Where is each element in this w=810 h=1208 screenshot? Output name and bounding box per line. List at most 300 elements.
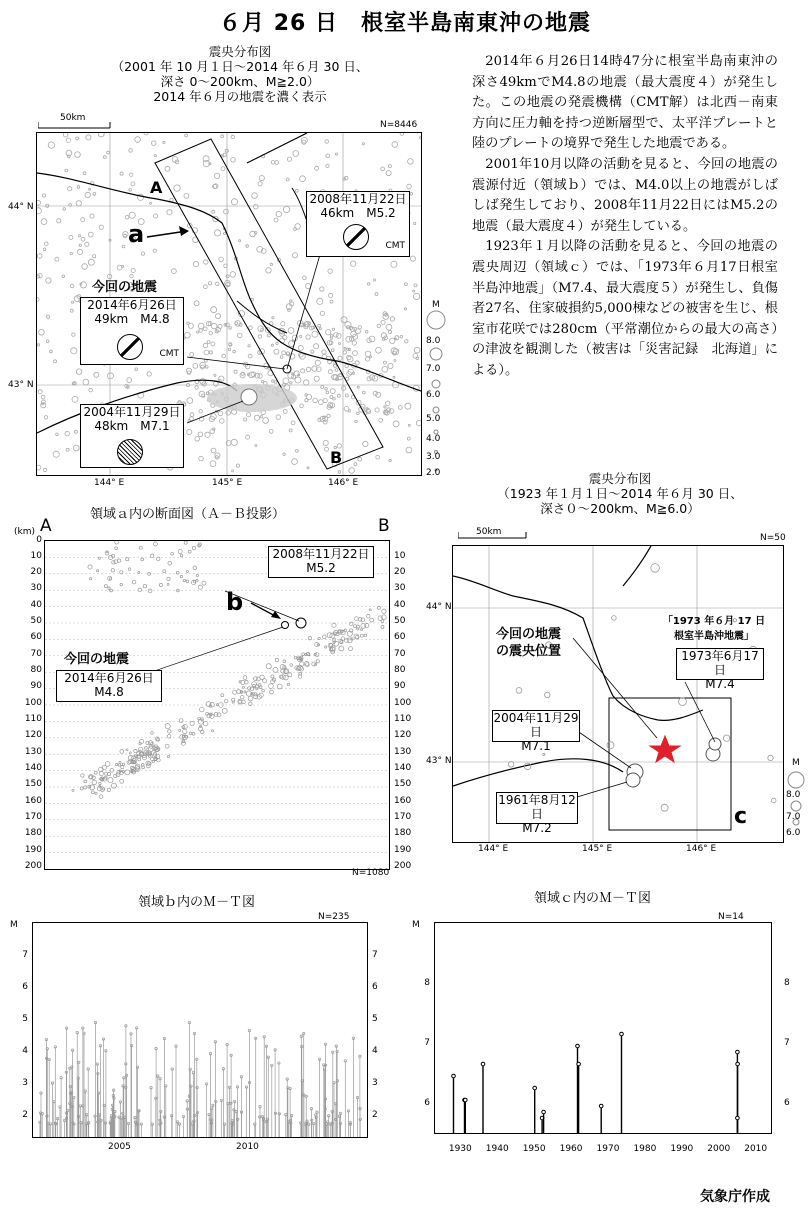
epicenter-dot xyxy=(233,690,237,694)
epicenter-dot xyxy=(105,762,110,767)
mt-c-xtick: 2000 xyxy=(707,1144,731,1154)
map1-caption-line: 震央分布図 xyxy=(208,44,272,59)
mt-b-ytick: 5 xyxy=(22,1014,28,1024)
epicenter-dot xyxy=(190,721,194,725)
epicenter-dot xyxy=(128,568,131,571)
depth-tick: 30 xyxy=(30,583,42,593)
depth-tick: 110 xyxy=(394,714,412,724)
epicenter-dot xyxy=(126,558,129,561)
legend-value: 2.0 xyxy=(426,468,441,478)
epicenter-dot xyxy=(381,626,384,629)
epicenter-dot xyxy=(318,637,320,639)
epicenter-dot xyxy=(120,571,123,574)
map2-scale-label: 50km xyxy=(476,527,502,537)
mt-c-ylabel: M xyxy=(412,920,420,930)
section-svg xyxy=(45,541,389,869)
epicenter-dot xyxy=(151,732,154,735)
epicenter-dot xyxy=(90,578,92,580)
box-line: 2008年11月22日 xyxy=(309,192,407,206)
epicenter-dot xyxy=(273,667,278,672)
epicenter-dot xyxy=(94,771,97,774)
mt-b-title: 領域ｂ内のＭ－Ｔ図 xyxy=(138,895,256,910)
depth-tick: 200 xyxy=(24,861,42,871)
current-epicenter-star-icon xyxy=(650,736,680,762)
epicenter-dot xyxy=(196,574,198,576)
description-paragraph: 1923年１月以降の活動を見ると、今回の地震の震央周辺（領域ｃ）では、「1973年６月17日根室半島沖地震」（M7.4、最大震度５）が発生し、負傷者27名、住家破損約5,000棟などの被害を生じ、根室市花咲では280cm（平常潮位からの最大の高さ）の津波を観測した（被害は「災害記録 北海道」による）。 xyxy=(472,239,778,378)
epicenter-dot xyxy=(108,587,110,589)
mt-b-ytick: 4 xyxy=(372,1046,378,1056)
epicenter-dot xyxy=(183,579,185,581)
box-line: 48km M7.1 xyxy=(94,419,170,433)
mt-c-point xyxy=(533,1086,537,1090)
epicenter-dot xyxy=(171,552,174,555)
depth-tick: 90 xyxy=(394,681,406,691)
depth-tick: 0 xyxy=(36,535,42,545)
map2-caption-line: 震央分布図 xyxy=(588,471,652,486)
mt-b-xtick: 2005 xyxy=(108,1142,131,1152)
mt-b-ylabel: M xyxy=(10,920,18,930)
mt-c-xtick: 1930 xyxy=(448,1144,472,1154)
depth-tick: 170 xyxy=(394,812,412,822)
epicenter-dot xyxy=(92,791,95,794)
epicenter-dot xyxy=(186,570,188,572)
map1-lon-144: 144° E xyxy=(94,478,125,488)
cmt-label: CMT xyxy=(385,241,405,251)
epicenter-dot xyxy=(316,660,319,663)
depth-tick: 60 xyxy=(30,632,42,642)
map2-caption xyxy=(440,471,800,516)
epicenter-dot xyxy=(148,589,152,593)
epicenter-dot xyxy=(369,609,371,611)
epicenter-dot xyxy=(283,660,286,663)
epicenter-dot xyxy=(181,741,185,745)
mt-c-point xyxy=(576,1044,580,1048)
epicenter-dot xyxy=(80,787,83,790)
legend-value: 5.0 xyxy=(426,414,441,424)
mt-b-svg xyxy=(33,923,367,1137)
map2-lon-146: 146° E xyxy=(686,844,717,854)
legend-value: 8.0 xyxy=(786,790,801,800)
depth-tick: 120 xyxy=(24,730,42,740)
epicenter-dot xyxy=(189,732,192,735)
epicenter-dot xyxy=(304,661,309,666)
box-line: 49km M4.8 xyxy=(94,312,170,326)
box-line: 2004年11月29日 xyxy=(493,711,579,739)
epicenter-dot xyxy=(202,581,206,585)
epicenter-dot xyxy=(196,579,198,581)
depth-tick: 40 xyxy=(30,600,42,610)
epicenter-dot xyxy=(110,589,113,592)
box-line: M7.1 xyxy=(521,739,551,753)
mt-b-stems xyxy=(39,1021,362,1137)
epicenter-dot xyxy=(302,653,305,656)
mt-c-ytick: 7 xyxy=(784,1038,790,1048)
epicenter-dot xyxy=(167,577,170,580)
epicenter-dot xyxy=(345,638,349,642)
epicenter-dot xyxy=(114,560,118,564)
map1-lon-145: 145° E xyxy=(212,478,243,488)
epicenter-dot xyxy=(332,623,336,627)
epicenter-dot xyxy=(178,550,182,554)
legend-value: 6.0 xyxy=(426,390,441,400)
box-line: 2008年11月22日 xyxy=(272,547,370,561)
epicenter-dot xyxy=(269,684,274,689)
mt-c-ytick: 6 xyxy=(424,1098,430,1108)
epicenter-dot xyxy=(116,763,118,765)
epicenter-dot xyxy=(607,742,614,749)
epicenter-dot xyxy=(290,664,293,667)
credit: 気象庁作成 xyxy=(700,1189,770,1205)
epicenter-dot xyxy=(360,634,363,637)
epicenter-dot xyxy=(222,708,227,713)
depth-tick: 90 xyxy=(30,681,42,691)
epicenter-dot xyxy=(200,707,205,712)
mt-b-ytick: 7 xyxy=(22,950,28,960)
map1-box-2004 xyxy=(80,404,184,468)
map2-lon-145: 145° E xyxy=(582,844,613,854)
epicenter-dot xyxy=(95,792,97,794)
box-line: 2004年11月29日 xyxy=(83,405,181,419)
mt-c-xtick: 1970 xyxy=(596,1144,620,1154)
depth-tick: 10 xyxy=(394,551,406,561)
epicenter-dot xyxy=(612,616,617,621)
mt-c-left-axis xyxy=(410,922,432,1132)
map1-scale-label: 50km xyxy=(60,113,86,123)
epicenter-dot xyxy=(323,635,327,639)
epicenter-dot xyxy=(138,572,140,574)
mt-c-point xyxy=(452,1074,456,1078)
box-line: 2014年6月26日 xyxy=(87,298,177,312)
epicenter-dot xyxy=(366,614,370,618)
epicenter-dot xyxy=(723,735,729,741)
description-paragraph: 2001年10月以降の活動を見ると、今回の地震の震源付近（領域ｂ）では、M4.0以上の地震がしばしば発生しており、2008年11月22日にはM5.2の地震（最大震度４）が発生している。 xyxy=(472,156,778,234)
epicenter-dot xyxy=(212,730,214,732)
description xyxy=(472,52,778,382)
epicenter-dot xyxy=(168,561,172,565)
mt-c-point xyxy=(620,1032,624,1036)
mt-c-right-axis xyxy=(776,922,798,1132)
box-line: M4.8 xyxy=(94,685,124,699)
epicenter-dot xyxy=(141,558,144,561)
epicenter-dot xyxy=(108,778,113,783)
epicenter-dot xyxy=(111,569,114,572)
mt-c-xtick: 1960 xyxy=(559,1144,583,1154)
mt-c-svg xyxy=(435,923,771,1133)
epicenter-dot xyxy=(262,689,265,692)
map2-box-1973 xyxy=(676,648,764,691)
epicenter-dot xyxy=(355,617,359,621)
epicenter-dot xyxy=(126,749,128,751)
epicenter-dot xyxy=(115,541,119,544)
mt-c-xtick: 1940 xyxy=(485,1144,509,1154)
mt-c-ytick: 6 xyxy=(784,1098,790,1108)
epicenter-dot xyxy=(679,698,687,706)
epicenter-dot xyxy=(88,565,92,569)
depth-tick: 70 xyxy=(394,649,406,659)
mechanism-beachball-icon xyxy=(117,334,143,360)
section-panel xyxy=(44,540,390,870)
epicenter-dot xyxy=(168,730,172,734)
epicenter-dot xyxy=(145,747,148,750)
mt-b-ytick: 2 xyxy=(372,1110,378,1120)
depth-tick: 10 xyxy=(30,551,42,561)
mt-b-ytick: 6 xyxy=(372,982,378,992)
epicenter-dot xyxy=(140,739,144,743)
mt-b-ytick: 4 xyxy=(22,1046,28,1056)
epicenter-dot xyxy=(277,684,282,689)
map2-label-c: c xyxy=(734,804,748,829)
mt-b-ytick: 5 xyxy=(372,1014,378,1024)
description-paragraph: 2014年６月26日14時47分に根室半島南東沖の深さ49kmでM4.8の地震（最大震度４）が発生した。この地震の発震機構（CMT解）は北西－南東方向に圧力軸を持つ逆断層型で、太平洋プレートと陸のプレートの境界で発生した地震である。 xyxy=(472,54,778,152)
map1-legend xyxy=(424,300,454,478)
epicenter-dot xyxy=(120,750,124,754)
section-label-b: b xyxy=(226,588,244,616)
epicenter-dot xyxy=(651,564,660,573)
box-line: 1973年6月17日 xyxy=(681,649,759,677)
epicenter-dot xyxy=(243,676,247,680)
section-left-axis xyxy=(18,535,44,871)
epicenter-dot xyxy=(115,547,118,550)
mt-b-left-axis xyxy=(8,922,30,1136)
box-line: 1961年8月12日 xyxy=(498,793,576,821)
depth-tick: 50 xyxy=(394,616,406,626)
mt-b-ytick: 2 xyxy=(22,1110,28,1120)
epicenter-dot xyxy=(180,575,182,577)
epicenter-dot xyxy=(315,643,319,647)
epicenter-dot xyxy=(72,789,74,791)
depth-tick: 100 xyxy=(394,698,412,708)
depth-tick: 150 xyxy=(24,779,42,789)
epicenter-dot xyxy=(177,589,180,592)
section-left-end: A xyxy=(40,516,52,536)
current-label-line: の震央位置 xyxy=(496,644,562,659)
mt-b-count: N=235 xyxy=(318,912,350,922)
epicenter-dot xyxy=(167,755,169,757)
mt-c-x-axis xyxy=(434,1144,770,1158)
box-line: M7.4 xyxy=(705,677,735,691)
map2-legend xyxy=(786,758,808,842)
legend-title: M xyxy=(432,300,440,310)
map1-current-label: 今回の地震 xyxy=(92,280,158,295)
map2-box-1961 xyxy=(496,792,578,835)
section-right-end: B xyxy=(378,516,390,536)
map2-region-c xyxy=(609,698,731,830)
depth-tick: 150 xyxy=(394,779,412,789)
epicenter-dot xyxy=(288,673,292,677)
map2-caption-line: 深さ０～200km、M≧6.0） xyxy=(540,501,700,516)
depth-tick: 20 xyxy=(394,567,406,577)
epicenter-dot xyxy=(203,721,208,726)
epicenter-dot xyxy=(99,772,103,776)
epicenter-dot xyxy=(339,646,344,651)
legend-value: 7.0 xyxy=(786,812,801,822)
epicenter-dot xyxy=(308,654,310,656)
epicenter-dot xyxy=(184,541,187,544)
map2-lat-44: 44° N xyxy=(426,602,452,612)
epicenter-dot xyxy=(92,780,96,784)
depth-tick: 60 xyxy=(394,632,406,642)
epicenter-dot xyxy=(266,664,271,669)
epicenter-dot xyxy=(271,675,274,678)
depth-tick: 170 xyxy=(24,812,42,822)
legend-value: 7.0 xyxy=(426,364,441,374)
epicenter-dot xyxy=(183,729,187,733)
epicenter-dot xyxy=(138,588,142,592)
section-unit: (km) xyxy=(14,527,36,537)
map2-coastline xyxy=(453,576,703,720)
epicenter-dot xyxy=(188,550,191,553)
epicenter-dot xyxy=(81,774,84,777)
map2-caption-line: （1923 年１月１日～2014 年６月 30 日、 xyxy=(497,486,743,501)
mt-c-title: 領域ｃ内のＭ－Ｔ図 xyxy=(534,891,652,906)
map2-count: N=50 xyxy=(760,533,786,543)
epicenter-dot xyxy=(84,780,87,783)
depth-tick: 20 xyxy=(30,567,42,577)
epicenter-dot xyxy=(349,647,353,651)
current-label-line: 今回の地震 xyxy=(496,627,562,642)
epicenter-dot xyxy=(99,767,104,772)
mt-c-xtick: 1980 xyxy=(633,1144,657,1154)
epicenter-dot xyxy=(120,779,124,783)
epicenter-dot xyxy=(165,724,170,729)
epicenter-dot xyxy=(377,606,380,609)
box-line: 2014年6月26日 xyxy=(64,671,154,685)
mt-c-xtick: 1990 xyxy=(670,1144,694,1154)
epicenter-dot xyxy=(661,804,668,811)
mt-c-ytick: 8 xyxy=(784,978,790,988)
mt-c-point xyxy=(464,1098,468,1102)
mt-b-ytick: 3 xyxy=(372,1078,378,1088)
section-right-axis xyxy=(392,540,418,870)
map2-1973-title: 「1973 年６月 17 日 根室半島沖地震」 xyxy=(662,616,776,642)
mt-c-point xyxy=(577,1062,581,1066)
epicenter-dot xyxy=(143,585,146,588)
epicenter-dot xyxy=(370,618,374,622)
map1-count: N=8446 xyxy=(380,120,418,130)
mechanism-beachball-icon xyxy=(117,439,143,465)
epicenter-dot xyxy=(138,747,143,752)
map1-label-a: a xyxy=(128,220,145,248)
epicenter-dot xyxy=(216,704,218,706)
mt-b-ytick: 3 xyxy=(22,1078,28,1088)
epicenter-dot xyxy=(325,646,327,648)
depth-tick: 40 xyxy=(394,600,406,610)
mt-b-ytick: 6 xyxy=(22,982,28,992)
epicenter-dot xyxy=(545,692,550,697)
mt-c-xtick: 2010 xyxy=(744,1144,768,1154)
epicenter-dot xyxy=(224,699,228,703)
epicenter-dot xyxy=(771,798,776,803)
box-line: 46km M5.2 xyxy=(320,206,396,220)
depth-tick: 160 xyxy=(24,796,42,806)
mt-c-xtick: 1950 xyxy=(522,1144,546,1154)
epicenter-dot xyxy=(198,585,202,589)
map1-label-A: A xyxy=(150,178,163,197)
mt-c-point xyxy=(736,1062,740,1066)
depth-tick: 130 xyxy=(394,747,412,757)
epicenter-dot xyxy=(192,546,195,549)
epicenter-dot xyxy=(186,580,189,583)
epicenter-dot xyxy=(99,795,103,799)
epicenter-dot xyxy=(294,656,297,659)
epicenter-dot xyxy=(104,585,107,588)
epicenter-dot xyxy=(159,583,162,586)
epicenter-dot xyxy=(334,641,339,646)
map1-lat-44: 44° N xyxy=(8,202,34,212)
mt-c-point xyxy=(736,1050,740,1054)
mt-c-panel xyxy=(434,922,772,1134)
epicenter-dot xyxy=(382,609,386,613)
epicenter-dot xyxy=(508,762,514,768)
epicenter-dot xyxy=(221,694,224,697)
epicenter-dot xyxy=(193,566,197,570)
mt-c-count: N=14 xyxy=(718,912,744,922)
epicenter-dot xyxy=(524,763,531,770)
epicenter-dot xyxy=(364,634,367,637)
depth-tick: 190 xyxy=(394,845,412,855)
epicenter-dot xyxy=(275,658,278,661)
epicenter-dot xyxy=(180,555,182,557)
epicenter-dot xyxy=(341,637,345,641)
map1-lon-146: 146° E xyxy=(328,478,359,488)
epicenter-dot xyxy=(129,752,131,754)
epicenter-dot xyxy=(167,583,169,585)
epicenter-dot xyxy=(165,744,169,748)
depth-tick: 80 xyxy=(30,665,42,675)
section-title: 領域ａ内の断面図（Ａ－Ｂ投影） xyxy=(90,507,286,522)
epicenter-dot xyxy=(349,622,353,626)
epicenter-dot xyxy=(84,786,87,789)
epicenter-dot xyxy=(768,755,773,760)
epicenter-dot xyxy=(243,686,245,688)
map1-label-B: B xyxy=(330,448,343,467)
epicenter-dot xyxy=(248,696,253,701)
map1-caption-line: 深さ 0～200km、M≧2.0） xyxy=(160,74,320,89)
epicenter-dot xyxy=(240,695,244,699)
mt-c-point xyxy=(736,1116,740,1120)
mt-b-xtick: 2010 xyxy=(236,1142,259,1152)
depth-tick: 50 xyxy=(30,616,42,626)
map1-caption-line: 2014 年６月の地震を濃く表示 xyxy=(153,89,327,104)
epicenter-dot xyxy=(139,546,142,549)
page-title: ６月 26 日 根室半島南東沖の地震 xyxy=(219,11,591,36)
map1-box-2008 xyxy=(306,191,410,257)
mt-c-point xyxy=(599,1104,603,1108)
depth-tick: 70 xyxy=(30,649,42,659)
map2-box-2004 xyxy=(492,710,580,753)
map1-lat-43: 43° N xyxy=(8,380,34,390)
cmt-label: CMT xyxy=(159,349,179,359)
epicenter-dot xyxy=(98,557,100,559)
epicenter-dot xyxy=(270,690,274,694)
epicenter-dot xyxy=(106,551,108,553)
depth-tick: 140 xyxy=(394,763,412,773)
legend-value: 6.0 xyxy=(786,828,801,838)
map1-caption-line: （2001 年 10 月１日～2014 年６月 30 日、 xyxy=(111,59,369,74)
mechanism-beachball-icon xyxy=(343,224,369,250)
depth-tick: 140 xyxy=(24,763,42,773)
mt-b-right-axis xyxy=(370,922,392,1136)
depth-tick: 130 xyxy=(24,747,42,757)
legend-value: 3.0 xyxy=(426,452,441,462)
depth-tick: 30 xyxy=(394,583,406,593)
depth-tick: 100 xyxy=(24,698,42,708)
epicenter-dot xyxy=(153,542,157,546)
epicenter-dot xyxy=(150,554,153,557)
depth-tick: 180 xyxy=(394,828,412,838)
epicenter-dot xyxy=(244,691,246,693)
epicenter-dot xyxy=(283,675,288,680)
